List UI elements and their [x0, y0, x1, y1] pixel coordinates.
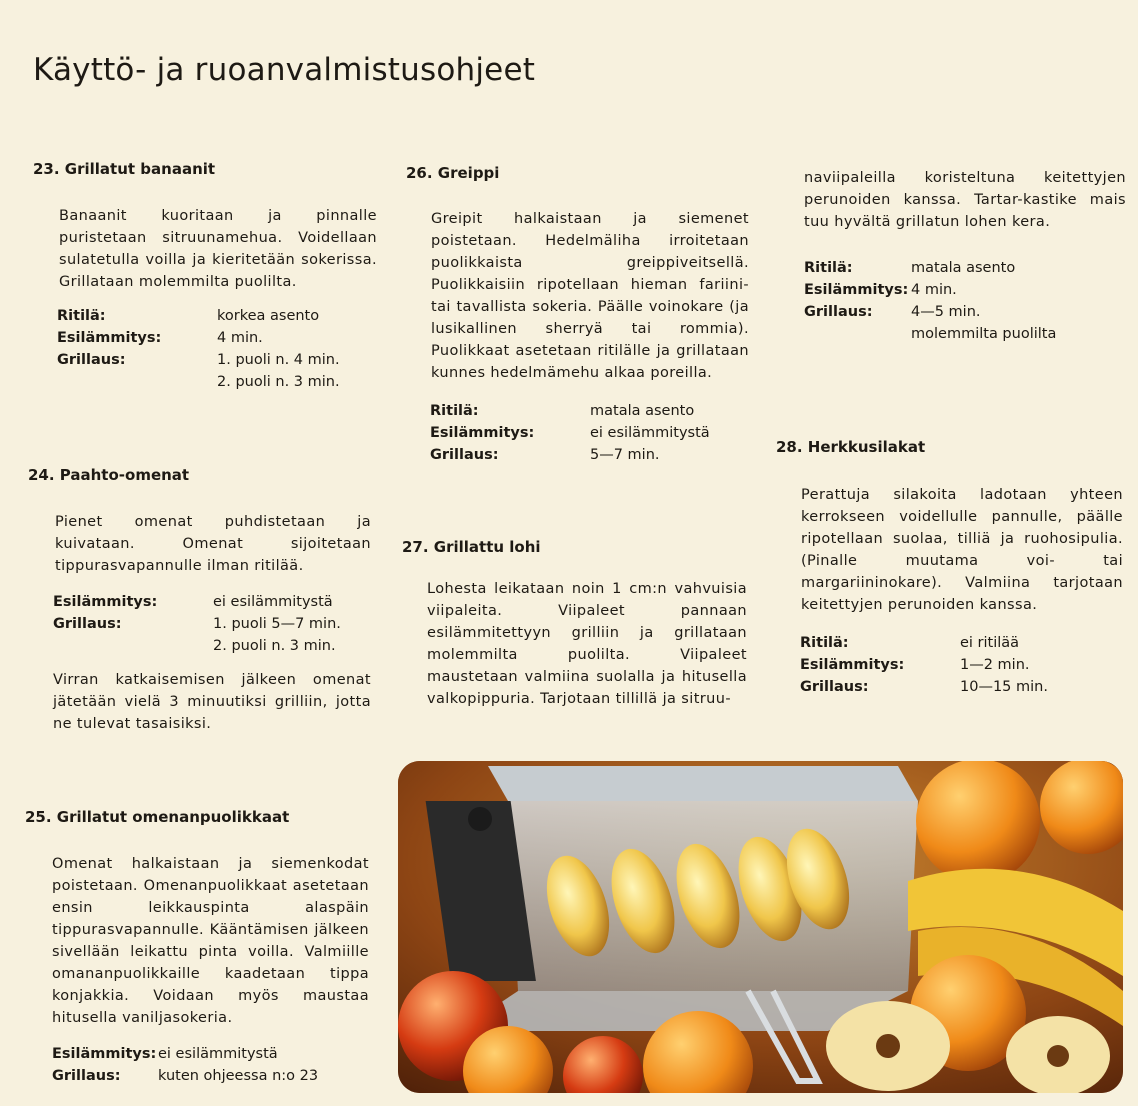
setting-value: ei esilämmitystä: [590, 425, 710, 441]
recipe-23: [33, 160, 376, 393]
setting-value: 10—15 min.: [960, 679, 1048, 695]
recipe-24: [28, 466, 373, 735]
recipe-27: [402, 538, 750, 710]
recipe-settings: [53, 591, 341, 657]
setting-label: Ritilä:: [804, 260, 853, 276]
setting-label: Esilämmitys:: [53, 594, 158, 610]
continued-text-block: [804, 167, 1126, 345]
setting-value: kuten ohjeessa n:o 23: [158, 1068, 319, 1084]
setting-label: Ritilä:: [57, 308, 106, 324]
continued-text: naviipaleilla koristeltuna keitettyjen perunoiden kanssa. Tartar-kastike mais tuu hyvältä grillatun lohen kera.: [804, 170, 1126, 230]
setting-value: korkea asento: [217, 308, 320, 324]
setting-value: 2. puoli n. 3 min.: [213, 638, 336, 654]
setting-label: Grillaus:: [52, 1068, 121, 1084]
continued-settings: [804, 257, 1071, 345]
setting-label: Esilämmitys:: [800, 657, 905, 673]
recipe-title: 25. Grillatut omenanpuolikkaat: [25, 808, 290, 826]
recipe-text: Pienet omenat puhdistetaan ja kuivataan. Omenat sijoitetaan tippurasvapannulle ilman ritilää.: [55, 514, 371, 574]
recipe-26: [406, 164, 751, 466]
setting-value: 1—2 min.: [960, 657, 1030, 673]
setting-value: 4 min.: [217, 330, 263, 346]
recipe-settings: [430, 400, 710, 466]
setting-value: 2. puoli n. 3 min.: [217, 374, 340, 390]
setting-label: Grillaus:: [57, 352, 126, 368]
setting-value: ei ritilää: [960, 635, 1020, 651]
recipe-text: Banaanit kuoritaan ja pinnalle puristetaan sitruunamehua. Voidellaan sulatetulla voilla ja kieritetään sokerissa. Grillataan molemmilta puolilta.: [59, 208, 377, 290]
setting-label: Esilämmitys:: [804, 282, 909, 298]
recipe-settings: [52, 1043, 318, 1087]
setting-label: Esilämmitys:: [430, 425, 535, 441]
recipe-settings: [800, 632, 1048, 698]
setting-label: Grillaus:: [800, 679, 869, 695]
recipe-28: [776, 438, 1126, 698]
setting-value: matala asento: [590, 403, 695, 419]
recipe-25: [25, 808, 373, 1087]
grill-photo-illustration: [398, 761, 1123, 1093]
recipe-text: Perattuja silakoita ladotaan yhteen kerrokseen voidellulle pannulle, päälle ripotellaan suolaa, tilliä ja ruohosipulia. (Pinalle muutama voi- tai margariininokare). Valmiina tarjotaan keitettyjen perunoiden kanssa.: [801, 487, 1123, 613]
recipe-text: Greipit halkaistaan ja siemenet poistetaan. Hedelmäliha irroitetaan puolikkaista greippiveitsellä. Puolikkaisiin ripotellaan hieman fariini- tai tavallista sokeria. Päälle voinokare (ja lusikallinen sherryä tai rommia). Puolikkaat asetetaan ritilälle ja grillataan kunnes hedelmämehu alkaa poreilla.: [431, 211, 749, 381]
setting-value: ei esilämmitystä: [213, 594, 333, 610]
setting-value: ei esilämmitystä: [158, 1046, 278, 1062]
setting-label: Ritilä:: [800, 635, 849, 651]
recipe-note: Virran katkaisemisen jälkeen omenat jätetään vielä 3 minuutiksi grilliin, jotta ne tulevat tasaisiksi.: [53, 672, 371, 732]
grill-photo: [398, 761, 1123, 1093]
setting-label: Ritilä:: [430, 403, 479, 419]
setting-label: Esilämmitys:: [57, 330, 162, 346]
setting-label: Grillaus:: [804, 304, 873, 320]
recipe-title: 23. Grillatut banaanit: [33, 160, 216, 178]
setting-label: Grillaus:: [53, 616, 122, 632]
setting-label: Esilämmitys:: [52, 1046, 157, 1062]
setting-label: [57, 371, 217, 393]
setting-value: matala asento: [911, 260, 1016, 276]
recipe-settings: [57, 305, 340, 393]
page-title: Käyttö- ja ruoanvalmistusohjeet: [33, 52, 536, 88]
setting-value: 4 min.: [911, 282, 957, 298]
recipe-title: 27. Grillattu lohi: [402, 538, 541, 556]
setting-value: 5—7 min.: [590, 447, 660, 463]
recipe-title: 28. Herkkusilakat: [776, 438, 926, 456]
recipe-text: Omenat halkaistaan ja siemenkodat poistetaan. Omenanpuolikkaat asetetaan ensin leikkauspinta alaspäin tippurasvapannulle. Kääntämisen jälkeen sivellään leikattu pinta voilla. Valmiille omananpuolikkaille kaadetaan tippa konjakkia. Voidaan myös maustaa hitusella vaniljasokeria.: [52, 856, 369, 1026]
setting-value: 1. puoli n. 4 min.: [217, 352, 340, 368]
setting-label: Grillaus:: [430, 447, 499, 463]
setting-value: 4—5 min. molemmilta puolilta: [911, 304, 1057, 342]
recipe-text: Lohesta leikataan noin 1 cm:n vahvuisia viipaleita. Viipaleet pannaan esilämmitettyyn grilliin ja grillataan molemmilta puolilta. Viipaleet maustetaan valmiina suolalla ja hitusella valkopippuria. Tarjotaan tillillä ja sitruu-: [427, 581, 747, 707]
setting-value: 1. puoli 5—7 min.: [213, 616, 341, 632]
setting-label: [53, 635, 213, 657]
recipe-title: 26. Greippi: [406, 164, 500, 182]
recipe-title: 24. Paahto-omenat: [28, 466, 190, 484]
